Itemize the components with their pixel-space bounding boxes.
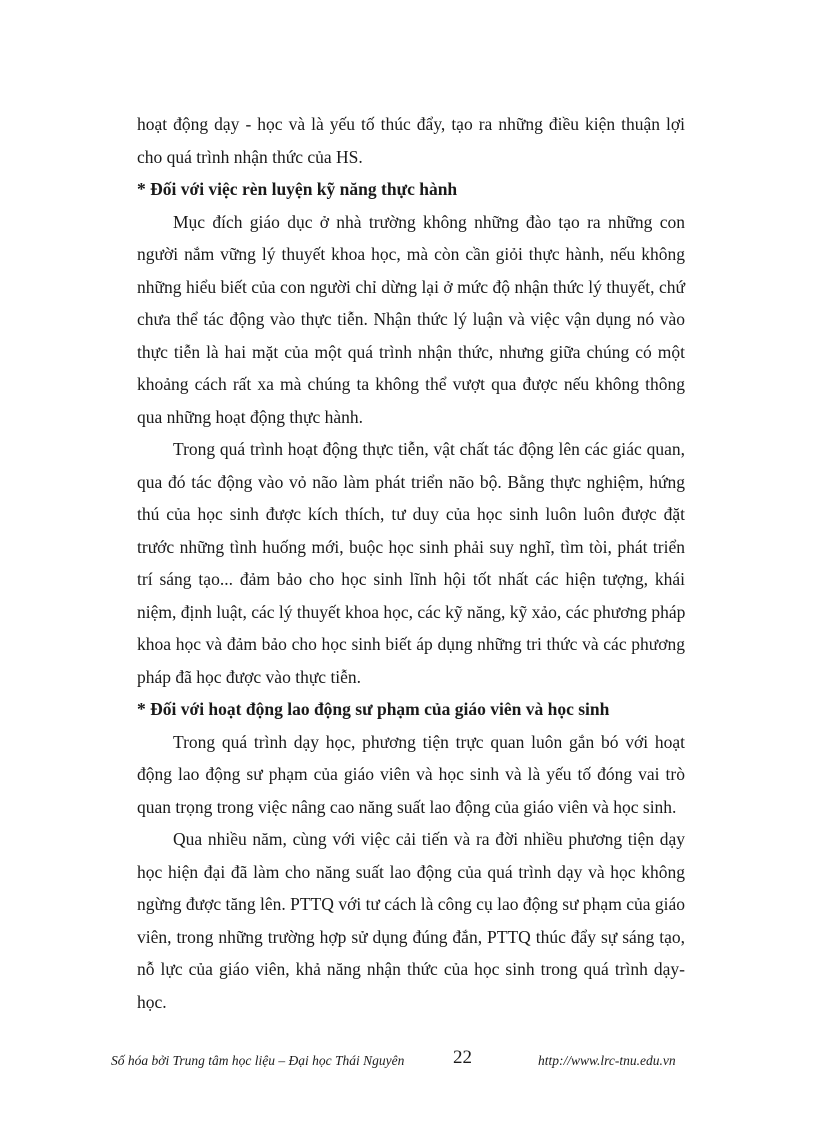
- paragraph-line: động lao động sư phạm của giáo viên và học sinh và là yếu tố đóng vai trò: [137, 764, 685, 784]
- paragraph-line: học hiện đại đã làm cho năng suất lao động của quá trình dạy và học không: [137, 861, 685, 882]
- paragraph-line: pháp đã học được vào thực tiễn.: [137, 666, 362, 687]
- paragraph-line: hoạt động dạy - học và là yếu tố thúc đẩy, tạo ra những điều kiện thuận lợi: [137, 114, 685, 134]
- document-body: [137, 108, 685, 1018]
- paragraph-line: Mục đích giáo dục ở nhà trường không những đào tạo ra những con: [173, 211, 685, 232]
- paragraph-line: nỗ lực của giáo viên, khả năng nhận thức của học sinh trong quá trình dạy-: [137, 959, 685, 979]
- paragraph-line: thú của học sinh được kích thích, tư duy của học sinh luôn luôn được đặt: [137, 504, 685, 524]
- paragraph-line: khoảng cách rất xa mà chúng ta không thể vượt qua được nếu không thông: [137, 374, 685, 394]
- paragraph-line: học.: [137, 991, 167, 1012]
- section-heading-practice-skills: * Đối với việc rèn luyện kỹ năng thực hành: [137, 179, 458, 199]
- paragraph-line: khoa học và đảm bảo cho học sinh biết áp dụng những tri thức và các phương: [137, 634, 685, 654]
- paragraph-line: thực tiễn là hai mặt của một quá trình nhận thức, nhưng giữa chúng có một: [137, 341, 685, 362]
- paragraph-line: trí sáng tạo... đảm bảo cho học sinh lĩnh hội tốt nhất các hiện tượng, khái: [137, 569, 685, 589]
- section-heading-teaching-labor: * Đối với hoạt động lao động sư phạm của giáo viên và học sinh: [137, 699, 610, 719]
- paragraph-line: chưa thể tác động vào thực tiễn. Nhận thức lý luận và việc vận dụng nó vào: [137, 309, 685, 329]
- paragraph-line: Qua nhiều năm, cùng với việc cải tiến và ra đời nhiều phương tiện dạy: [173, 829, 685, 849]
- paragraph-line: ngừng được tăng lên. PTTQ với tư cách là công cụ lao động sư phạm của giáo: [137, 894, 685, 914]
- paragraph-line: niệm, định luật, các lý thuyết khoa học, các kỹ năng, kỹ xảo, các phương pháp: [137, 601, 686, 622]
- paragraph-line: qua đó tác động vào vỏ não làm phát triển não bộ. Bằng thực nghiệm, hứng: [137, 471, 685, 492]
- footer-url: http://www.lrc-tnu.edu.vn: [538, 1053, 676, 1068]
- paragraph-line: Trong quá trình hoạt động thực tiễn, vật chất tác động lên các giác quan,: [173, 439, 685, 459]
- paragraph-line: Trong quá trình dạy học, phương tiện trực quan luôn gắn bó với hoạt: [173, 731, 685, 752]
- paragraph-line: người nắm vững lý thuyết khoa học, mà còn cần giỏi thực hành, nếu không: [137, 244, 685, 264]
- footer-digitized-by: Số hóa bởi Trung tâm học liệu – Đại học Thái Nguyên: [111, 1053, 405, 1068]
- page-number: 22: [453, 1047, 472, 1068]
- paragraph-line: những hiểu biết của con người chỉ dừng lại ở mức độ nhận thức lý thuyết, chứ: [137, 276, 685, 297]
- paragraph-line: viên, trong những trường hợp sử dụng đúng đắn, PTTQ thúc đẩy sự sáng tạo,: [137, 926, 685, 947]
- paragraph-line: trước những tình huống mới, buộc học sinh phải suy nghĩ, tìm tòi, phát triển: [137, 536, 685, 557]
- paragraph-line: qua những hoạt động thực hành.: [137, 406, 364, 427]
- paragraph-line: cho quá trình nhận thức của HS.: [137, 146, 363, 167]
- paragraph-line: quan trọng trong việc nâng cao năng suất lao động của giáo viên và học sinh.: [137, 796, 677, 817]
